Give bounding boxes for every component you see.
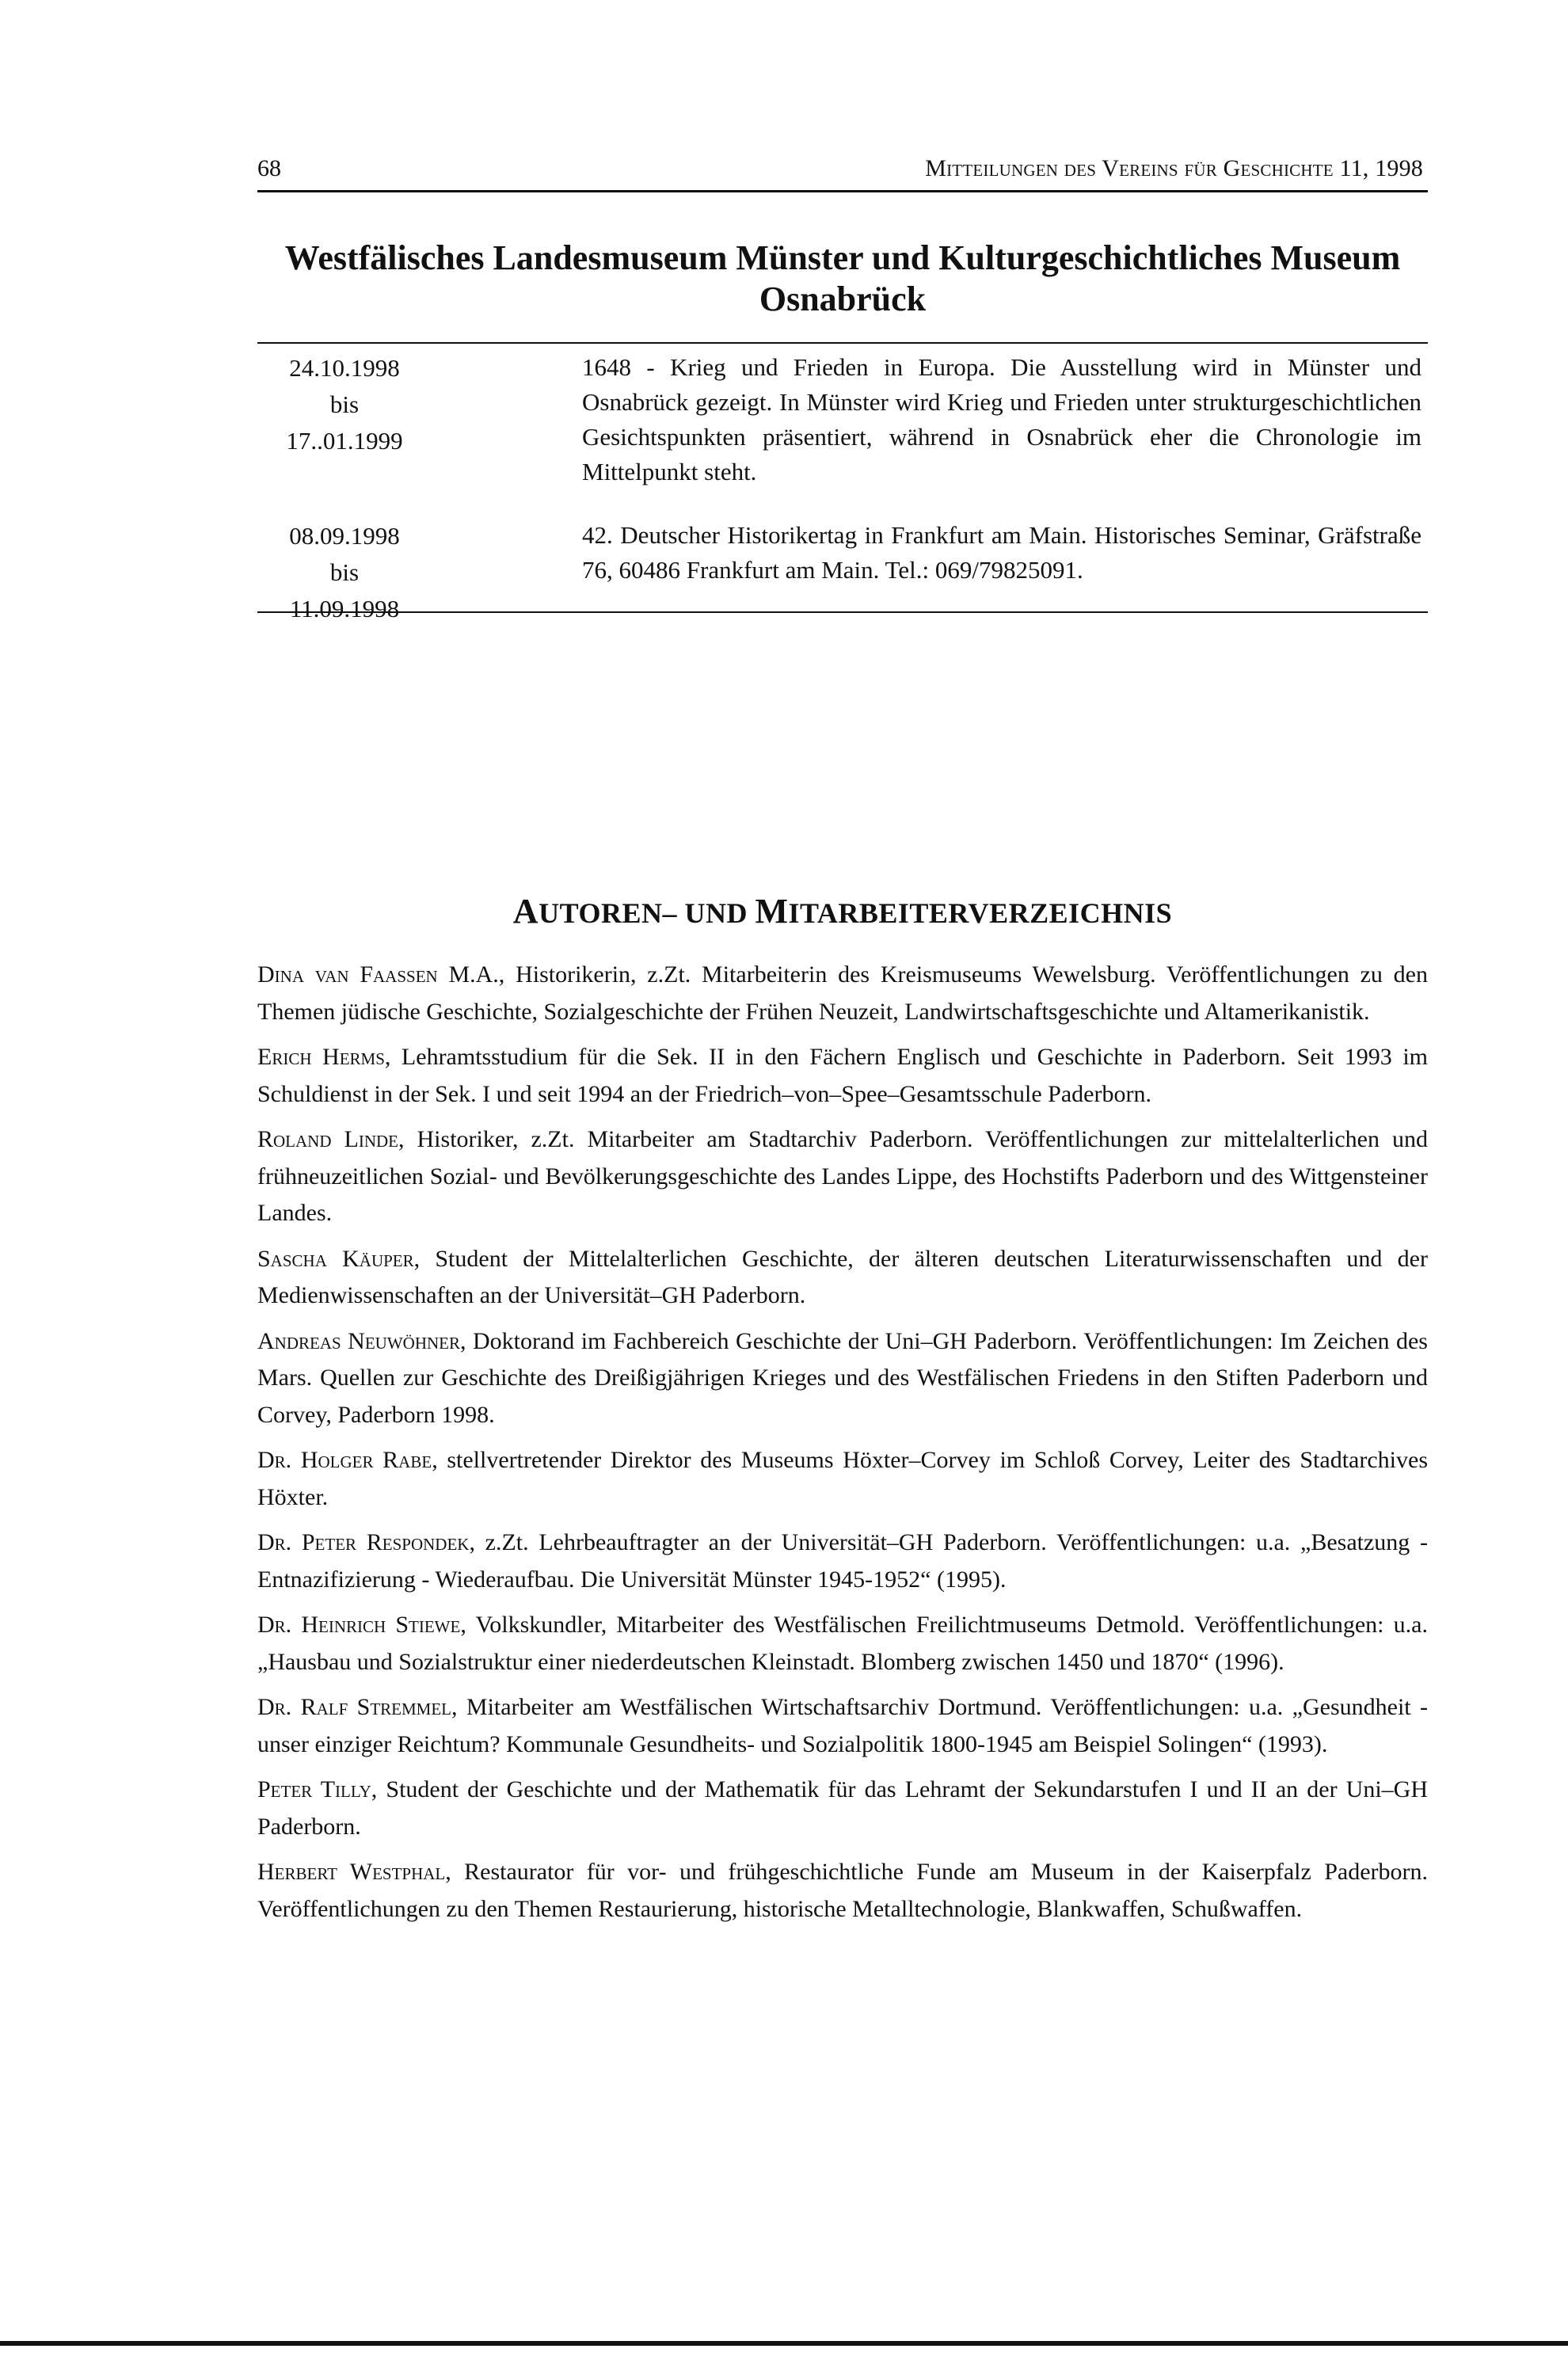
author-entry — [257, 1323, 1428, 1434]
author-name: Peter Tilly — [257, 1776, 371, 1802]
event-date-separator: bis — [329, 558, 360, 586]
author-entry — [257, 1121, 1428, 1232]
author-entry — [257, 1524, 1428, 1598]
author-bio: , z.Zt. Lehrbeauftragter an der Universität–GH Paderborn. Veröffentlichungen: u.a. „Besatzung - Entnazifizierung - Wiederaufbau. Die Universität Münster 1945-1952“ (1995). — [257, 1529, 1428, 1593]
author-entry — [257, 1607, 1428, 1681]
author-bio: , Student der Mittelalterlichen Geschichte, der älteren deutschen Literaturwissenschaften und der Medienwissenschaften an der Universität–GH Paderborn. — [257, 1245, 1428, 1308]
author-bio: , Volkskundler, Mitarbeiter des Westfälischen Freilichtmuseums Detmold. Veröffentlichungen: u.a. „Hausbau und Sozialstruktur einer niederdeutschen Kleinstadt. Blomberg zwischen 1450 und 1870“ (1996). — [257, 1612, 1428, 1675]
author-entry — [257, 1241, 1428, 1315]
event-date-end: 17..01.1999 — [286, 427, 403, 455]
event-date — [257, 518, 432, 627]
author-name: Andreas Neuwöhner — [257, 1327, 460, 1354]
event-row — [257, 518, 1428, 622]
author-name: Dina van Faassen — [257, 961, 438, 988]
author-bio: , Historiker, z.Zt. Mitarbeiter am Stadtarchiv Paderborn. Veröffentlichungen zur mittelalterlichen und frühneuzeitlichen Sozial- und Bevölkerungsgeschichte des Landes Lippe, des Hochstifts Paderborn und des Wittgensteiner Landes. — [257, 1126, 1428, 1226]
author-bio: , Restaurator für vor- und frühgeschichtliche Funde am Museum in der Kaiserpfalz Paderborn. Veröffentlichungen zu den Themen Restaurierung, historische Metalltechnologie, Blankwaffen, Schußwaffen. — [257, 1859, 1428, 1922]
author-name: Dr. Ralf Stremmel — [257, 1694, 451, 1720]
author-entry — [257, 1772, 1428, 1845]
page-header — [257, 155, 1428, 192]
author-name: Roland Linde — [257, 1126, 398, 1152]
event-description: 1648 - Krieg und Frieden in Europa. Die Ausstellung wird in Münster und Osnabrück gezeigt. In Münster wird Krieg und Frieden unter strukturgeschichtlichen Gesichtspunkten präsentiert, während in Osnabrück eher die Chronologie im Mittelpunkt steht. — [582, 353, 1421, 485]
author-entry — [257, 1689, 1428, 1763]
author-entry — [257, 1854, 1428, 1928]
author-name: Sascha Käuper — [257, 1245, 414, 1272]
author-bio: , Mitarbeiter am Westfälischen Wirtschaftsarchiv Dortmund. Veröffentlichungen: u.a. „Gesundheit - unser einziger Reichtum? Kommunale Gesundheits- und Sozialpolitik 1800-1945 am Beispiel Solingen“ (1993). — [257, 1694, 1429, 1757]
author-entry — [257, 1442, 1428, 1516]
event-description: 42. Deutscher Historikertag in Frankfurt am Main. Historisches Seminar, Gräfstraße 76, 60486 Frankfurt am Main. Tel.: 069/79825091. — [582, 521, 1421, 584]
section-title: Westfälisches Landesmuseum Münster und Kulturgeschichtliches Museum Osnabrück — [284, 238, 1401, 318]
author-bio: , Doktorand im Fachbereich Geschichte der Uni–GH Paderborn. Veröffentlichungen: Im Zeichen des Mars. Quellen zur Geschichte des Dreißigjährigen Krieges und des Westfälischen Friedens in den Stiften Paderborn und Corvey, Paderborn 1998. — [257, 1327, 1428, 1428]
author-name: Herbert Westphal — [257, 1859, 446, 1885]
event-date-start: 08.09.1998 — [289, 522, 400, 550]
bottom-scan-edge — [0, 2341, 1568, 2346]
event-table — [257, 342, 1428, 622]
event-date-start: 24.10.1998 — [289, 354, 400, 382]
author-name: Erich Herms — [257, 1044, 385, 1070]
author-bio: , Lehramtsstudium für die Sek. II in den Fächern Englisch und Geschichte in Paderborn. Seit 1993 im Schuldienst in der Sek. I und seit 1994 an der Friedrich–von–Spee–Gesamtsschule Paderborn. — [257, 1044, 1428, 1107]
author-name: Dr. Holger Rabe — [257, 1447, 432, 1473]
authors-section-title: AUTOREN– UND MITARBEITERVERZEICHNIS — [512, 892, 1173, 931]
page-number: 68 — [257, 155, 281, 181]
author-bio: , stellvertretender Direktor des Museums Höxter–Corvey im Schloß Corvey, Leiter des Stadtarchives Höxter. — [257, 1447, 1428, 1510]
author-bio: M.A., Historikerin, z.Zt. Mitarbeiterin des Kreismuseums Wewelsburg. Veröffentlichungen zu den Themen jüdische Geschichte, Sozialgeschichte der Frühen Neuzeit, Landwirtschaftsgeschichte und Altamerikanistik. — [257, 961, 1428, 1025]
author-entry — [257, 957, 1428, 1030]
running-title: Mitteilungen des Vereins für Geschichte 11, 1998 — [925, 155, 1423, 181]
event-date — [257, 350, 432, 459]
author-name: Dr. Heinrich Stiewe — [257, 1612, 461, 1638]
author-list — [257, 957, 1428, 1936]
author-name: Dr. Peter Respondek — [257, 1529, 470, 1555]
author-entry — [257, 1039, 1428, 1113]
event-date-separator: bis — [329, 390, 360, 418]
event-date-end: 11.09.1998 — [289, 595, 400, 622]
author-bio: , Student der Geschichte und der Mathematik für das Lehramt der Sekundarstufen I und II an der Uni–GH Paderborn. — [257, 1776, 1429, 1840]
event-row — [257, 350, 1428, 489]
